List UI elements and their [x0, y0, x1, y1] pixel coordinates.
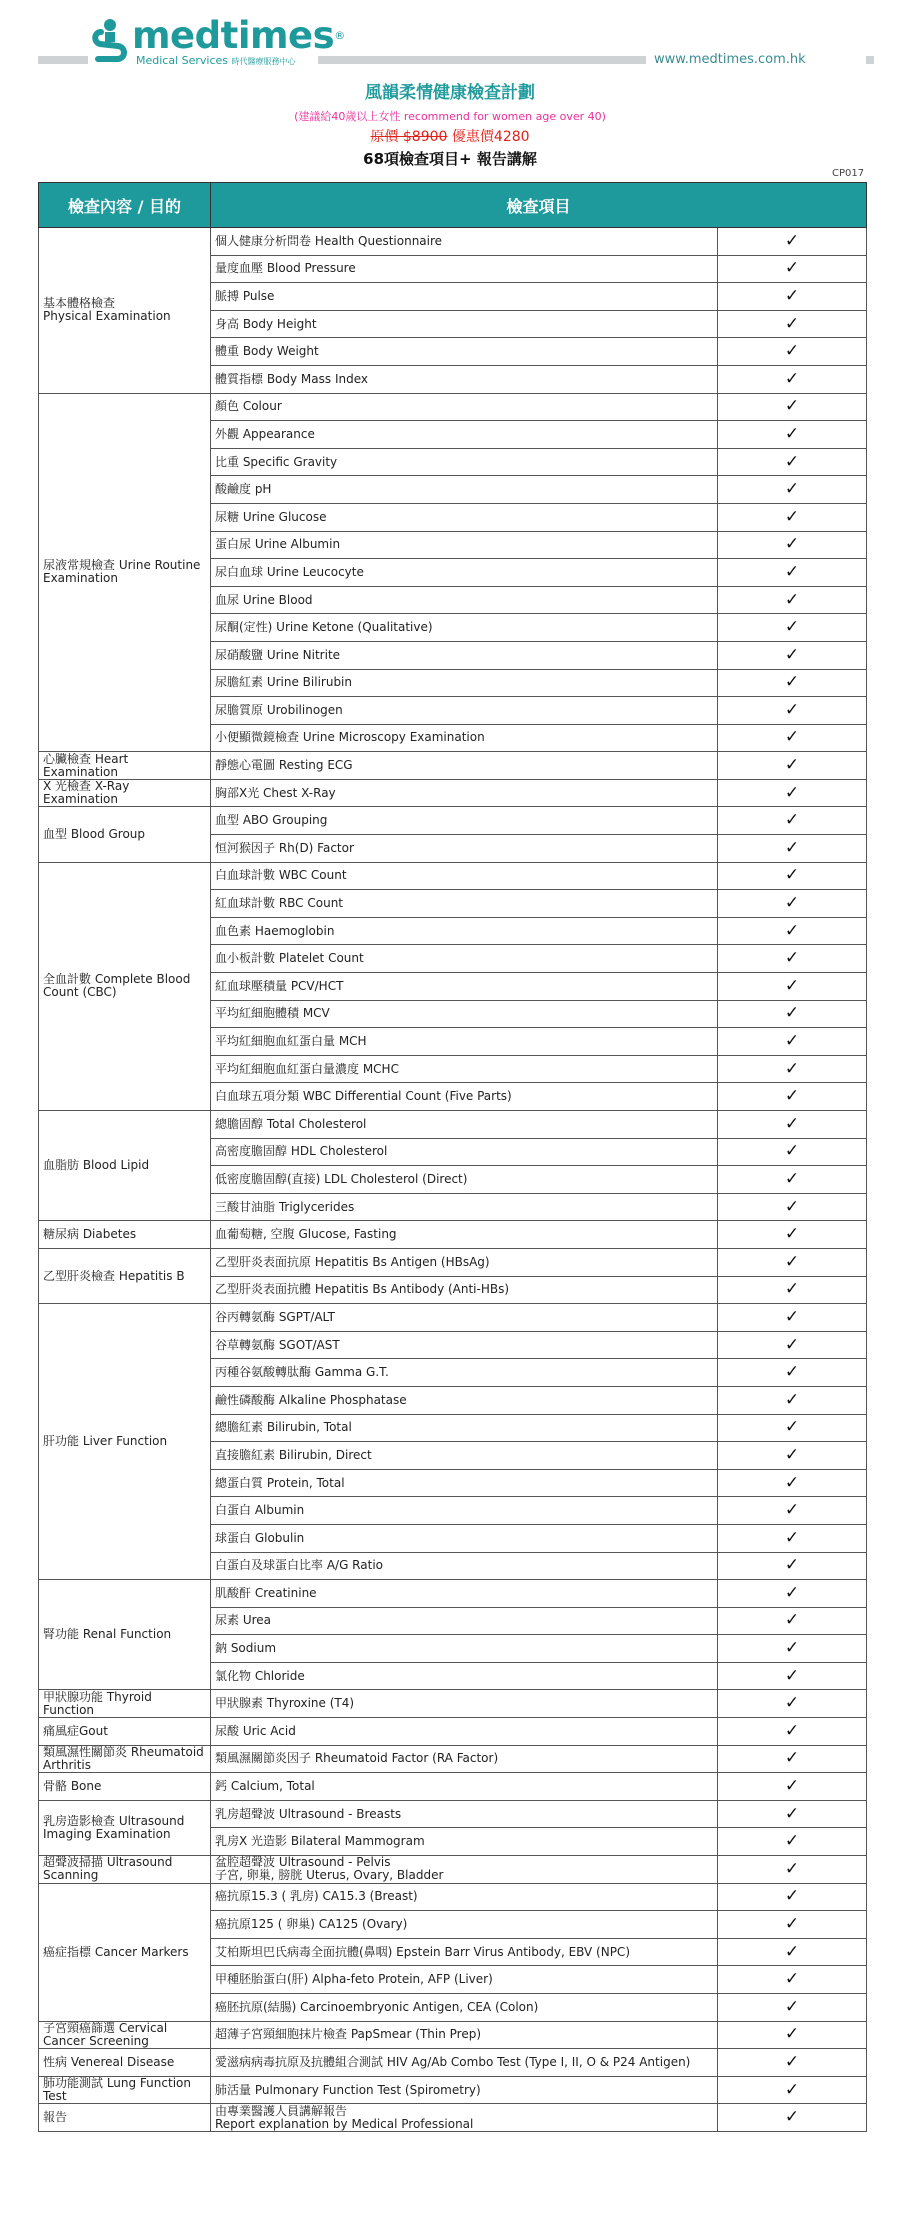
check-mark-icon: ✓ [718, 1138, 867, 1166]
table-row [39, 2049, 867, 2077]
category-cell: 腎功能 Renal Function [39, 1580, 211, 1690]
table-row [39, 1800, 867, 1828]
item-cell: 血小板計數 Platelet Count [211, 945, 718, 973]
item-cell: 乳房超聲波 Ultrasound - Breasts [211, 1800, 718, 1828]
table-row [39, 1690, 867, 1718]
item-cell: 尿硝酸鹽 Urine Nitrite [211, 641, 718, 669]
check-mark-icon: ✓ [718, 421, 867, 449]
category-cell: 甲狀腺功能 Thyroid Function [39, 1690, 211, 1718]
category-cell: 基本體格檢查 Physical Examination [39, 228, 211, 394]
category-cell: 骨骼 Bone [39, 1773, 211, 1801]
logo-tagline: Medical Services 時代醫療服務中心 [136, 54, 296, 67]
check-mark-icon: ✓ [718, 1883, 867, 1911]
table-row [39, 2104, 867, 2132]
category-cell: 乙型肝炎檢查 Hepatitis B [39, 1248, 211, 1303]
check-mark-icon: ✓ [718, 1414, 867, 1442]
check-mark-icon: ✓ [718, 973, 867, 1001]
item-cell: 血型 ABO Grouping [211, 807, 718, 835]
category-cell: 報告 [39, 2104, 211, 2132]
item-cell: 超薄子宮頸細胞抹片檢查 PapSmear (Thin Prep) [211, 2021, 718, 2049]
table-row [39, 862, 867, 890]
item-cell: 癌抗原15.3 ( 乳房) CA15.3 (Breast) [211, 1883, 718, 1911]
item-cell: 尿酮(定性) Urine Ketone (Qualitative) [211, 614, 718, 642]
check-mark-icon: ✓ [718, 448, 867, 476]
item-cell: 癌抗原125 ( 卵巢) CA125 (Ovary) [211, 1911, 718, 1939]
check-mark-icon: ✓ [718, 890, 867, 918]
item-cell: 恒河猴因子 Rh(D) Factor [211, 835, 718, 863]
check-mark-icon: ✓ [718, 586, 867, 614]
item-cell: 白蛋白及球蛋白比率 A/G Ratio [211, 1552, 718, 1580]
item-cell: 白血球五項分類 WBC Differential Count (Five Parts) [211, 1083, 718, 1111]
check-mark-icon: ✓ [718, 641, 867, 669]
item-cell: 胸部X光 Chest X-Ray [211, 779, 718, 807]
table-row [39, 1856, 867, 1884]
category-cell: 超聲波掃描 Ultrasound Scanning [39, 1856, 211, 1884]
check-mark-icon: ✓ [718, 228, 867, 256]
check-mark-icon: ✓ [718, 1524, 867, 1552]
plan-subtitle: (建議給40歲以上女性 recommend for women age over 40) [294, 110, 606, 123]
check-mark-icon: ✓ [718, 1662, 867, 1690]
check-mark-icon: ✓ [718, 1276, 867, 1304]
table-row [39, 1718, 867, 1746]
item-cell: 顏色 Colour [211, 393, 718, 421]
check-mark-icon: ✓ [718, 917, 867, 945]
header-category: 檢查內容 / 目的 [39, 183, 211, 228]
check-mark-icon: ✓ [718, 1469, 867, 1497]
medtimes-logo [92, 14, 345, 70]
item-cell: 血尿 Urine Blood [211, 586, 718, 614]
check-mark-icon: ✓ [718, 1055, 867, 1083]
check-mark-icon: ✓ [718, 1635, 867, 1663]
category-cell: 類風濕性關節炎 Rheumatoid Arthritis [39, 1745, 211, 1773]
check-mark-icon: ✓ [718, 1442, 867, 1470]
item-cell: 身高 Body Height [211, 310, 718, 338]
item-cell: 紅血球壓積量 PCV/HCT [211, 973, 718, 1001]
check-mark-icon: ✓ [718, 1773, 867, 1801]
item-cell: 酸鹼度 pH [211, 476, 718, 504]
item-cell: 愛滋病病毒抗原及抗體組合測試 HIV Ag/Ab Combo Test (Type I, II, O & P24 Antigen) [211, 2049, 718, 2077]
check-mark-icon: ✓ [718, 1497, 867, 1525]
plan-price [0, 126, 900, 146]
item-cell: 平均紅細胞血紅蛋白量濃度 MCHC [211, 1055, 718, 1083]
item-cell: 白血球計數 WBC Count [211, 862, 718, 890]
check-mark-icon: ✓ [718, 1800, 867, 1828]
offer-price: 優惠價4280 [451, 129, 530, 145]
item-cell: 氯化物 Chloride [211, 1662, 718, 1690]
item-cell: 尿膽質原 Urobilinogen [211, 697, 718, 725]
item-cell: 蛋白尿 Urine Albumin [211, 531, 718, 559]
item-cell: 球蛋白 Globulin [211, 1524, 718, 1552]
original-price: 原價 $8900 [370, 129, 448, 145]
check-mark-icon: ✓ [718, 2049, 867, 2077]
check-mark-icon: ✓ [718, 531, 867, 559]
item-cell: 總膽固醇 Total Cholesterol [211, 1111, 718, 1139]
category-cell: 全血計數 Complete Blood Count (CBC) [39, 862, 211, 1110]
category-cell: 血脂肪 Blood Lipid [39, 1111, 211, 1221]
header-rule-middle [318, 56, 646, 64]
check-mark-icon: ✓ [718, 1028, 867, 1056]
check-mark-icon: ✓ [718, 1745, 867, 1773]
item-cell: 個人健康分析問卷 Health Questionnaire [211, 228, 718, 256]
table-row [39, 1773, 867, 1801]
logo-wordmark: medtimes® [132, 14, 345, 57]
check-mark-icon: ✓ [718, 476, 867, 504]
check-mark-icon: ✓ [718, 1580, 867, 1608]
table-row [39, 228, 867, 256]
header [0, 0, 900, 80]
check-mark-icon: ✓ [718, 1304, 867, 1332]
medtimes-logo-icon [92, 16, 130, 66]
item-cell: 尿酸 Uric Acid [211, 1718, 718, 1746]
category-cell: 性病 Venereal Disease [39, 2049, 211, 2077]
check-mark-icon: ✓ [718, 862, 867, 890]
item-cell: 直接膽紅素 Bilirubin, Direct [211, 1442, 718, 1470]
item-cell: 尿膽紅素 Urine Bilirubin [211, 669, 718, 697]
item-cell: 尿白血球 Urine Leucocyte [211, 559, 718, 587]
check-mark-icon: ✓ [718, 2021, 867, 2049]
check-mark-icon: ✓ [718, 807, 867, 835]
check-mark-icon: ✓ [718, 1221, 867, 1249]
check-mark-icon: ✓ [718, 338, 867, 366]
category-cell: 心臟檢查 Heart Examination [39, 752, 211, 780]
check-mark-icon: ✓ [718, 1166, 867, 1194]
item-cell: 平均紅細胞血紅蛋白量 MCH [211, 1028, 718, 1056]
check-mark-icon: ✓ [718, 2104, 867, 2132]
check-mark-icon: ✓ [718, 365, 867, 393]
item-cell: 盆腔超聲波 Ultrasound - Pelvis 子宮, 卵巢, 膀胱 Uterus, Ovary, Bladder [211, 1856, 718, 1884]
item-cell: 靜態心電圖 Resting ECG [211, 752, 718, 780]
category-cell: 子宮頸癌篩選 Cervical Cancer Screening [39, 2021, 211, 2049]
item-cell: 三酸甘油脂 Triglycerides [211, 1193, 718, 1221]
check-mark-icon: ✓ [718, 1690, 867, 1718]
header-rule-right [866, 56, 874, 64]
item-cell: 小便顯微鏡檢查 Urine Microscopy Examination [211, 724, 718, 752]
table-row [39, 752, 867, 780]
table-header-row [39, 183, 867, 228]
check-mark-icon: ✓ [718, 697, 867, 725]
table-row [39, 1304, 867, 1332]
item-cell: 高密度膽固醇 HDL Cholesterol [211, 1138, 718, 1166]
table-row [39, 779, 867, 807]
table-row [39, 1111, 867, 1139]
check-mark-icon: ✓ [718, 310, 867, 338]
item-cell: 平均紅細胞體積 MCV [211, 1000, 718, 1028]
header-items: 檢查項目 [211, 183, 867, 228]
item-cell: 外觀 Appearance [211, 421, 718, 449]
item-cell: 尿素 Urea [211, 1607, 718, 1635]
item-cell: 白蛋白 Albumin [211, 1497, 718, 1525]
item-cell: 肌酸酐 Creatinine [211, 1580, 718, 1608]
category-cell: 糖尿病 Diabetes [39, 1221, 211, 1249]
check-mark-icon: ✓ [718, 1083, 867, 1111]
plan-summary: 68項檢查項目+ 報告講解 [363, 150, 537, 168]
category-cell: 尿液常規檢查 Urine Routine Examination [39, 393, 211, 752]
category-cell: 癌症指標 Cancer Markers [39, 1883, 211, 2021]
check-mark-icon: ✓ [718, 1966, 867, 1994]
item-cell: 體質指標 Body Mass Index [211, 365, 718, 393]
check-mark-icon: ✓ [718, 1911, 867, 1939]
check-mark-icon: ✓ [718, 724, 867, 752]
item-cell: 鹼性磷酸酶 Alkaline Phosphatase [211, 1386, 718, 1414]
category-cell: 乳房造影檢查 Ultrasound Imaging Examination [39, 1800, 211, 1855]
table-row [39, 1745, 867, 1773]
check-mark-icon: ✓ [718, 1386, 867, 1414]
item-cell: 肺活量 Pulmonary Function Test (Spirometry) [211, 2076, 718, 2104]
check-mark-icon: ✓ [718, 1359, 867, 1387]
check-mark-icon: ✓ [718, 752, 867, 780]
category-cell: 血型 Blood Group [39, 807, 211, 862]
item-cell: 乙型肝炎表面抗原 Hepatitis Bs Antigen (HBsAg) [211, 1248, 718, 1276]
item-cell: 艾柏斯坦巴氏病毒全面抗體(鼻咽) Epstein Barr Virus Antibody, EBV (NPC) [211, 1938, 718, 1966]
item-cell: 量度血壓 Blood Pressure [211, 255, 718, 283]
item-cell: 紅血球計數 RBC Count [211, 890, 718, 918]
check-mark-icon: ✓ [718, 1331, 867, 1359]
table-row [39, 1221, 867, 1249]
item-cell: 低密度膽固醇(直接) LDL Cholesterol (Direct) [211, 1166, 718, 1194]
item-cell: 總蛋白質 Protein, Total [211, 1469, 718, 1497]
check-mark-icon: ✓ [718, 669, 867, 697]
check-mark-icon: ✓ [718, 503, 867, 531]
check-mark-icon: ✓ [718, 1248, 867, 1276]
check-mark-icon: ✓ [718, 835, 867, 863]
check-mark-icon: ✓ [718, 945, 867, 973]
check-mark-icon: ✓ [718, 1111, 867, 1139]
check-mark-icon: ✓ [718, 1828, 867, 1856]
check-mark-icon: ✓ [718, 1856, 867, 1884]
plan-title: 風韻柔情健康檢查計劃 [365, 83, 535, 103]
check-mark-icon: ✓ [718, 283, 867, 311]
item-cell: 類風濕關節炎因子 Rheumatoid Factor (RA Factor) [211, 1745, 718, 1773]
category-cell: 肺功能測試 Lung Function Test [39, 2076, 211, 2104]
item-cell: 甲狀腺素 Thyroxine (T4) [211, 1690, 718, 1718]
check-mark-icon: ✓ [718, 1938, 867, 1966]
table-row [39, 2021, 867, 2049]
category-cell: X 光檢查 X-Ray Examination [39, 779, 211, 807]
checkup-items-table [38, 182, 867, 2132]
item-cell: 丙種谷氨酸轉肽酶 Gamma G.T. [211, 1359, 718, 1387]
item-cell: 血色素 Haemoglobin [211, 917, 718, 945]
website-url[interactable]: www.medtimes.com.hk [654, 52, 806, 67]
item-cell: 乳房X 光造影 Bilateral Mammogram [211, 1828, 718, 1856]
plan-code: CP017 [832, 168, 865, 179]
item-cell: 谷丙轉氨酶 SGPT/ALT [211, 1304, 718, 1332]
check-mark-icon: ✓ [718, 255, 867, 283]
category-cell: 肝功能 Liver Function [39, 1304, 211, 1580]
check-mark-icon: ✓ [718, 1718, 867, 1746]
table-row [39, 1248, 867, 1276]
table-row [39, 2076, 867, 2104]
check-mark-icon: ✓ [718, 1000, 867, 1028]
item-cell: 血葡萄糖, 空腹 Glucose, Fasting [211, 1221, 718, 1249]
table-row [39, 393, 867, 421]
item-cell: 總膽紅素 Bilirubin, Total [211, 1414, 718, 1442]
table-row [39, 807, 867, 835]
item-cell: 鈉 Sodium [211, 1635, 718, 1663]
check-mark-icon: ✓ [718, 1193, 867, 1221]
check-mark-icon: ✓ [718, 614, 867, 642]
item-cell: 脈搏 Pulse [211, 283, 718, 311]
category-cell: 痛風症Gout [39, 1718, 211, 1746]
item-cell: 尿糖 Urine Glucose [211, 503, 718, 531]
table-row [39, 1580, 867, 1608]
check-mark-icon: ✓ [718, 1994, 867, 2022]
item-cell: 鈣 Calcium, Total [211, 1773, 718, 1801]
plan-heading [0, 78, 900, 169]
item-cell: 由專業醫護人員講解報告 Report explanation by Medical Professional [211, 2104, 718, 2132]
item-cell: 比重 Specific Gravity [211, 448, 718, 476]
check-mark-icon: ✓ [718, 2076, 867, 2104]
table-body [39, 228, 867, 2132]
item-cell: 谷草轉氨酶 SGOT/AST [211, 1331, 718, 1359]
item-cell: 癌胚抗原(結腸) Carcinoembryonic Antigen, CEA (Colon) [211, 1994, 718, 2022]
check-mark-icon: ✓ [718, 559, 867, 587]
check-mark-icon: ✓ [718, 1552, 867, 1580]
header-rule-left [38, 56, 88, 64]
table-row [39, 1883, 867, 1911]
check-mark-icon: ✓ [718, 393, 867, 421]
item-cell: 體重 Body Weight [211, 338, 718, 366]
check-mark-icon: ✓ [718, 1607, 867, 1635]
check-mark-icon: ✓ [718, 779, 867, 807]
item-cell: 乙型肝炎表面抗體 Hepatitis Bs Antibody (Anti-HBs) [211, 1276, 718, 1304]
item-cell: 甲種胚胎蛋白(肝) Alpha-feto Protein, AFP (Liver) [211, 1966, 718, 1994]
